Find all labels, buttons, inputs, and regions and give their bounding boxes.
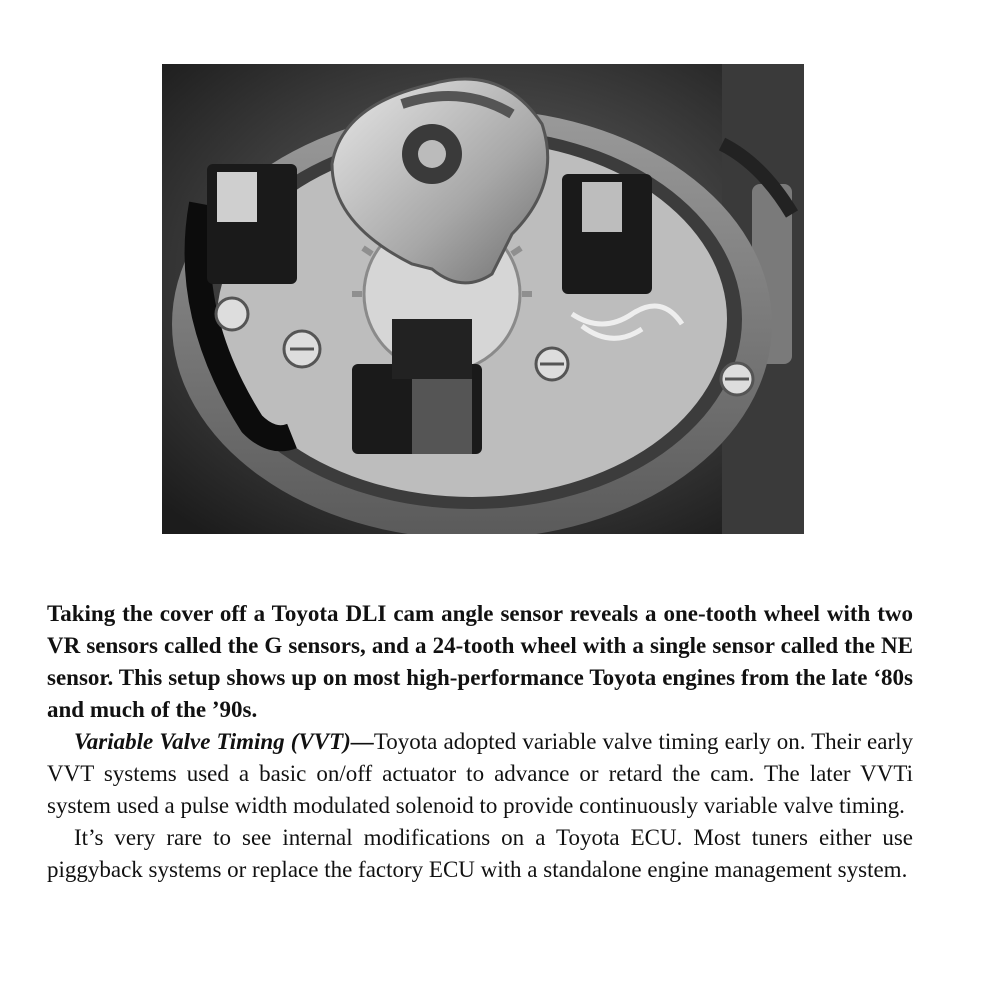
paragraph-vvt — [47, 726, 913, 822]
figure-caption: Taking the cover off a Toyota DLI cam angle sensor reveals a one-tooth wheel with two VR sensors called the G sensors, and a 24-tooth wheel with a single sensor called the NE sensor. This setup shows up on most high-performance Toyota engines from the late ‘80s and much of the ’90s. — [47, 601, 913, 722]
paragraph-text: Toyota adopted variable valve timing early on. Their early VVT systems used a basic on/off actuator to advance or retard the cam. The later VVTi system used a pulse width modulated solenoid to provide continuously variable valve timing. — [47, 729, 913, 818]
cam-angle-sensor-photo — [162, 64, 804, 534]
body-text — [47, 598, 913, 886]
paragraph-ecu — [47, 822, 913, 886]
paragraph-lead: Variable Valve Timing (VVT)— — [74, 729, 374, 754]
paragraph-text: It’s very rare to see internal modifications on a Toyota ECU. Most tuners either use piggyback systems or replace the factory ECU with a standalone engine management system. — [47, 825, 913, 882]
